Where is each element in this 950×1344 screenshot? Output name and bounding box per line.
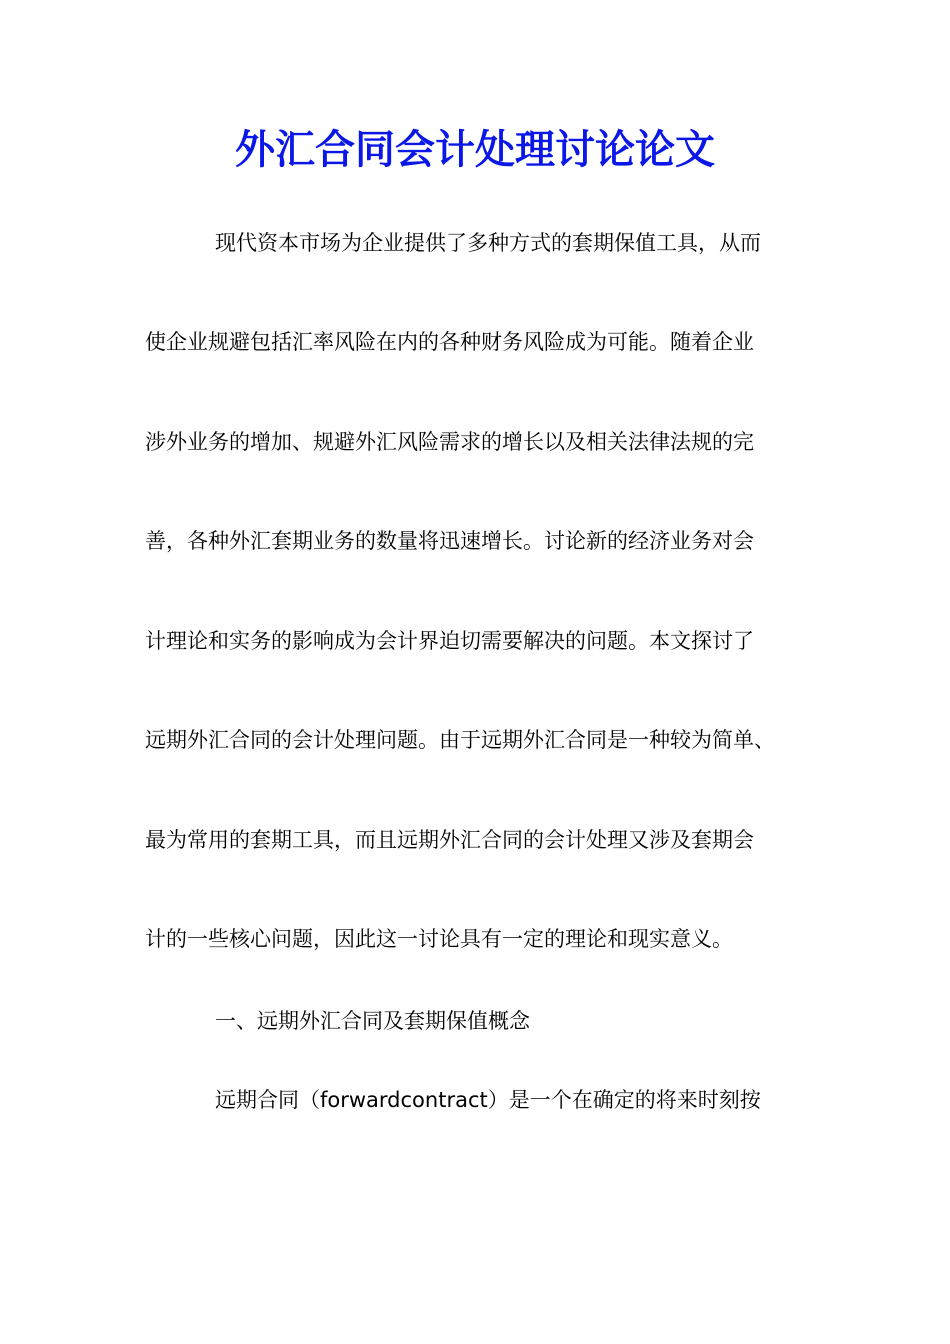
paragraph2-line-1: 远期合同（forwardcontract）是一个在确定的将来时刻按 [215,1088,761,1112]
section1-heading: 一、远期外汇合同及套期保值概念 [215,1009,530,1033]
paragraph1-line-3: 涉外业务的增加、规避外汇风险需求的增长以及相关法律法规的完 [145,430,754,454]
document-title: 外汇合同会计处理讨论论文 [235,126,715,173]
paragraph1-line-5: 计理论和实务的影响成为会计界迫切需要解决的问题。本文探讨了 [145,629,754,653]
paragraph1-line-6: 远期外汇合同的会计处理问题。由于远期外汇合同是一种较为简单、 [145,728,775,752]
paragraph1-line-7: 最为常用的套期工具，而且远期外汇合同的会计处理又涉及套期会 [145,828,754,852]
paragraph1-line-8: 计的一些核心问题，因此这一讨论具有一定的理论和现实意义。 [145,927,733,951]
paragraph1-line-2: 使企业规避包括汇率风险在内的各种财务风险成为可能。随着企业 [145,330,754,354]
paragraph1-line-4: 善，各种外汇套期业务的数量将迅速增长。讨论新的经济业务对会 [145,529,754,553]
paragraph1-line-1: 现代资本市场为企业提供了多种方式的套期保值工具，从而 [215,231,761,255]
